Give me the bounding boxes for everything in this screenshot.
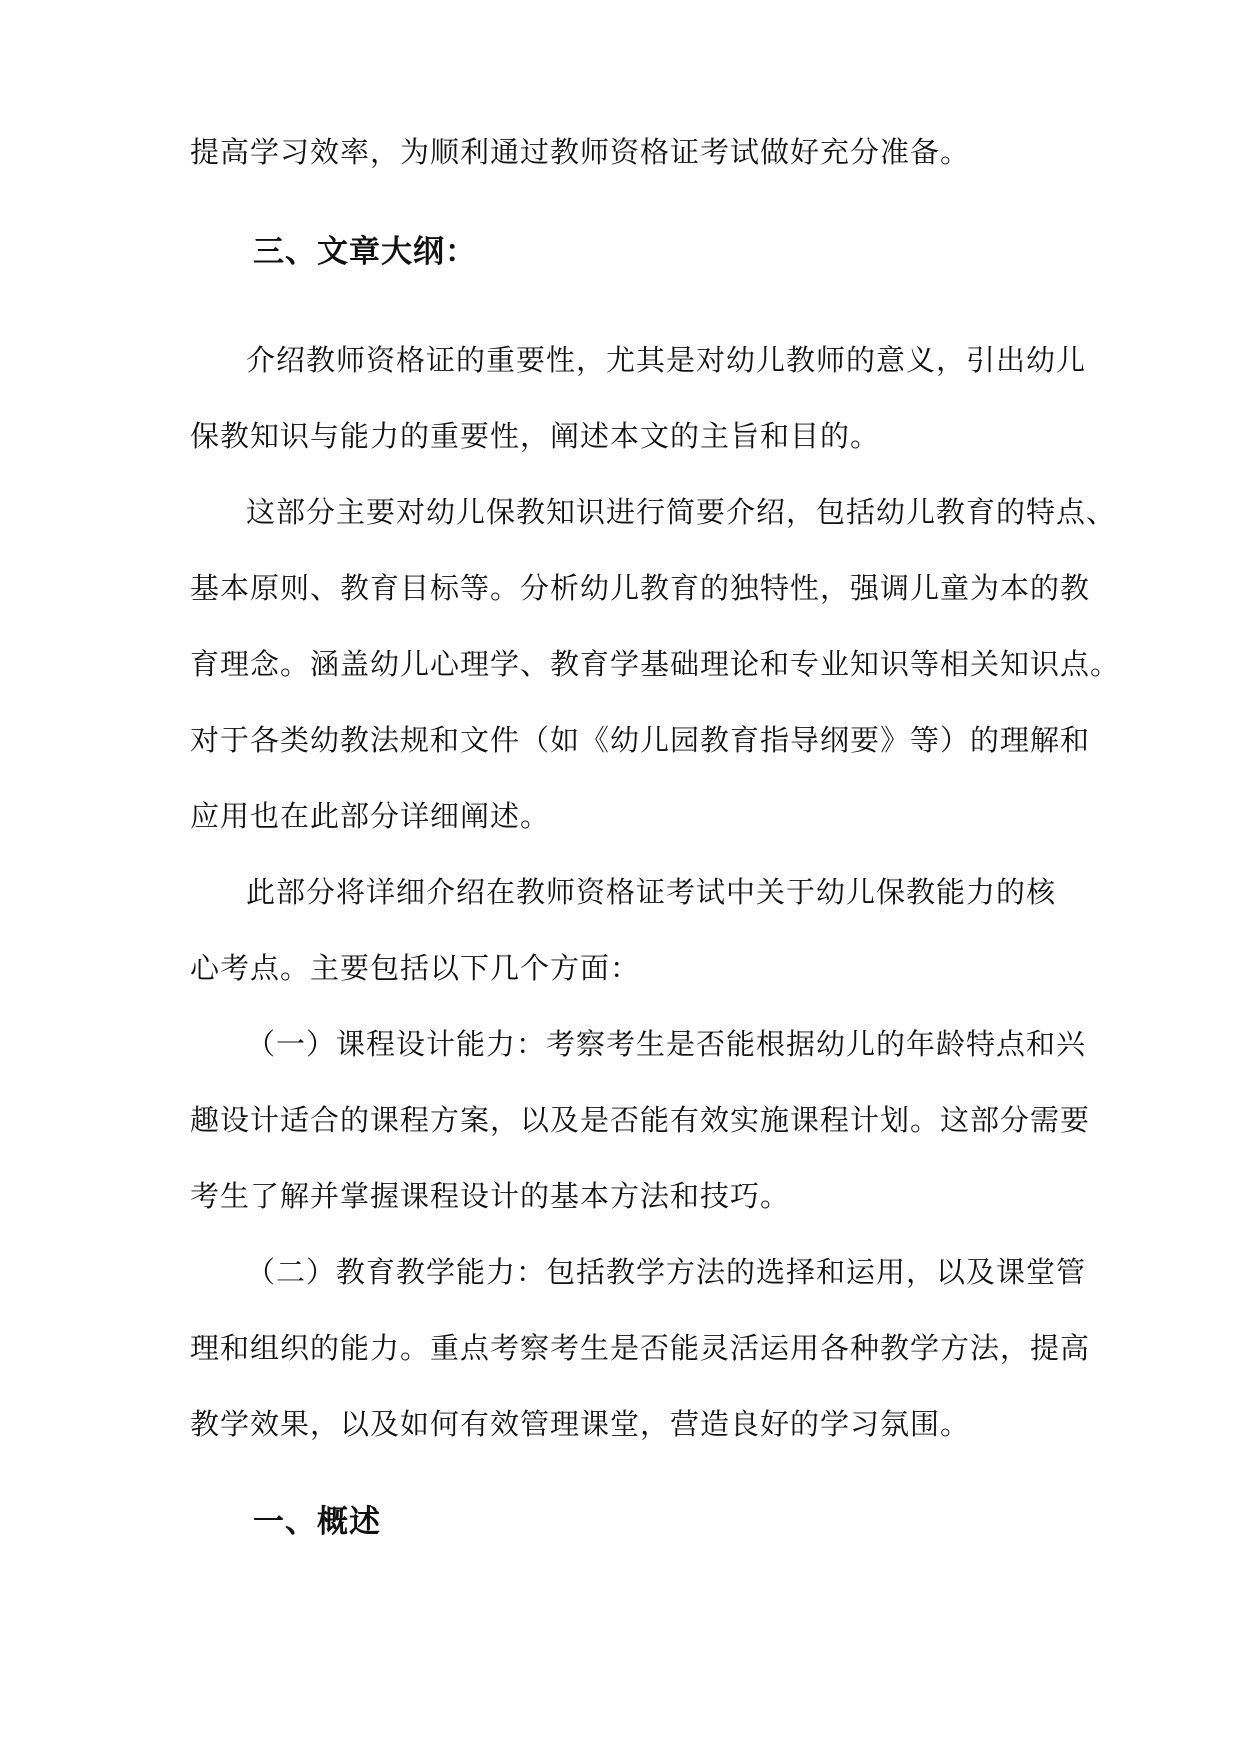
paragraph-line: （二）教育教学能力：包括教学方法的选择和运用，以及课堂管 <box>246 1255 1087 1289</box>
section-heading-outline: 三、文章大纲： <box>253 234 477 270</box>
paragraph-line: 应用也在此部分详细阐述。 <box>190 799 551 833</box>
section-heading-overview: 一、概述 <box>253 1504 381 1540</box>
paragraph-line: 这部分主要对幼儿保教知识进行简要介绍，包括幼儿教育的特点、 <box>246 495 1117 529</box>
paragraph-line: 心考点。主要包括以下几个方面： <box>190 951 641 985</box>
paragraph-line: 理和组织的能力。重点考察考生是否能灵活运用各种教学方法，提高 <box>190 1331 1091 1365</box>
paragraph-line: 保教知识与能力的重要性，阐述本文的主旨和目的。 <box>190 419 881 453</box>
paragraph-line: 育理念。涵盖幼儿心理学、教育学基础理论和专业知识等相关知识点。 <box>190 647 1121 681</box>
paragraph-line: 考生了解并掌握课程设计的基本方法和技巧。 <box>190 1179 791 1213</box>
paragraph-line: 此部分将详细介绍在教师资格证考试中关于幼儿保教能力的核 <box>246 875 1057 909</box>
paragraph-line: 趣设计适合的课程方案，以及是否能有效实施课程计划。这部分需要 <box>190 1103 1091 1137</box>
paragraph-line: 介绍教师资格证的重要性，尤其是对幼儿教师的意义，引出幼儿 <box>246 343 1087 377</box>
paragraph-line: 基本原则、教育目标等。分析幼儿教育的独特性，强调儿童为本的教 <box>190 571 1091 605</box>
paragraph-line: 教学效果，以及如何有效管理课堂，营造良好的学习氛围。 <box>190 1407 971 1441</box>
paragraph-line: （一）课程设计能力：考察考生是否能根据幼儿的年龄特点和兴 <box>246 1027 1087 1061</box>
paragraph-line: 对于各类幼教法规和文件（如《幼儿园教育指导纲要》等）的理解和 <box>190 723 1091 757</box>
paragraph-line: 提高学习效率，为顺利通过教师资格证考试做好充分准备。 <box>190 135 971 169</box>
